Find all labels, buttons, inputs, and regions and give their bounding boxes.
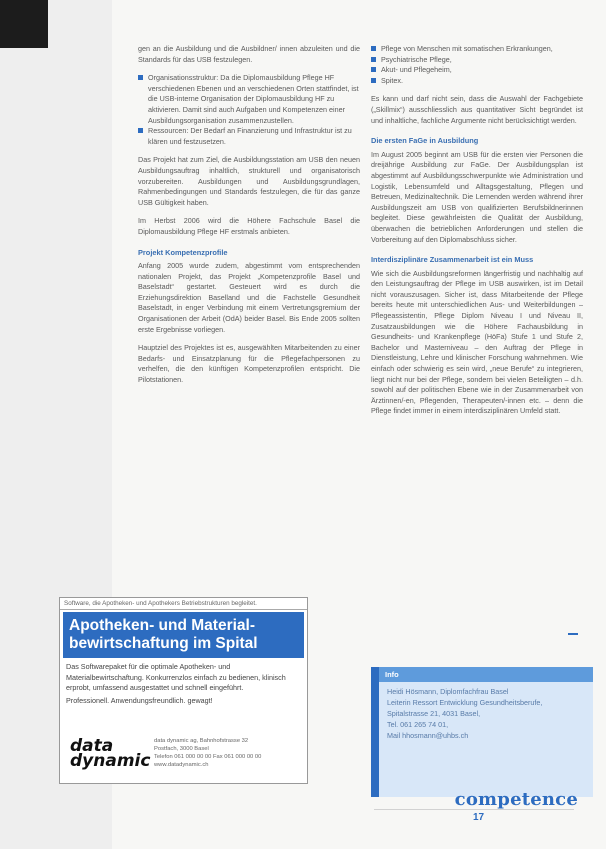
ad-footer [66, 731, 301, 776]
blue-margin-mark [568, 633, 578, 635]
right-bullet-3: Akut- und Pflegeheim, [371, 65, 583, 76]
right-bullet-4: Spitex. [371, 76, 583, 87]
logo-line-1: data [70, 736, 114, 756]
left-paragraph-1: Das Projekt hat zum Ziel, die Ausbildungsstation am USB den neuen Ausbildungsauftrag inhaltlich, strukturell und organisatorisch vorzubereiten. Ausbildungen und Ausbildungsgrundlagen, Rahmenbedingungen und Standards festzulegen, die für das ganze USB Gültigkeit haben. [138, 155, 360, 207]
ad-tagline: Professionell. Anwendungsfreundlich. gewagt! [66, 695, 213, 705]
advertisement-box [59, 597, 308, 784]
ad-address [154, 737, 261, 769]
right-bullets [371, 44, 583, 86]
right-heading-1: Die ersten FaGe in Ausbildung [371, 136, 479, 146]
right-bullet-1: Pflege von Menschen mit somatischen Erkrankungen, [371, 44, 583, 55]
right-heading-2: Interdisziplinäre Zusammenarbeit ist ein Muss [371, 255, 534, 265]
left-paragraph-4: Hauptziel des Projektes ist es, ausgewählten Mitarbeitenden zu einer Bedarfs- und Einsatzplanung für die Pflegefachpersonen zu verhelfen, die den künftigen Kompetenzprofilen entspricht. Die Pilotstationen. [138, 343, 360, 385]
left-bullets [138, 73, 360, 147]
info-text [379, 682, 593, 745]
right-paragraph-3: Wie sich die Ausbildungsreformen längerfristig und nachhaltig auf den Leistungsauftrag der Pflege im USB auswirken, ist im Detail nicht vorauszusagen. Sicher ist, dass Mitarbeitende der Pflege bereits heute mit unterschiedlichen Aus- und Weiterbildungen – Pflegeassistentin, Pflege Diplom Niveau I und Niveau II, Zusatzausbildungen wie die Höhere Fachausbildung in Gesundheits- und Krankenpflege (HöFa) Stufe 1 und Stufe 2, Bachelor und Masterniveau – den Auftrag der Pflege in Dienstleistung, Lehre und klinischer Forschung wahrnehmen. Wie einfach oder schwierig es sein wird, „neue Berufe“ zu integrieren, liegt nicht nur bei der Pflege, sondern bei vielen Beteiligten – d.h. sowohl auf der politischen Ebene wie in der Zusammenarbeit von Ärztinnen/-en, Pflegenden, Therapeuten/-innen etc. – denn die Pflege findet immer in einem interdisziplinären Umfeld statt. [371, 268, 583, 416]
right-bullet-2: Psychiatrische Pflege, [371, 55, 583, 66]
right-paragraph-2: Im August 2005 beginnt am USB für die ersten vier Personen die dreijährige Ausbildung zur FaGe. Der Ausbildungsplan ist abgestimmt auf Ausbildungsschwerpunkte wie Administration und Logistik, Lebensumfeld und Alltagsgestaltung, Pflegen und Betreuen, Medizinaltechnik. Die Lernenden werden während ihrer Ausbildungszeit am USB von qualifizierten Berufsbildnerinnen begleitet. Diese gewährleisten die Qualität der Ausbildung, überwachen die betrieblichen Anforderungen und stellen die Vorbereitung auf den Diplomabschluss sicher. [371, 149, 583, 244]
ad-headline-line-1: Apotheken- und Material- [69, 617, 256, 634]
info-title: Info [379, 667, 593, 682]
ad-top-line: Software, die Apotheken- und Apothekers Betriebstrukturen begleitet. [60, 598, 307, 610]
right-paragraph-1: Es kann und darf nicht sein, dass die Auswahl der Fachgebiete („Skillmix“) ausschliesslich aus quantitativer Sicht begründet ist und inhaltliche, fachliche Argumente nicht berücksichtigt werden. [371, 94, 583, 125]
data-dynamic-logo [70, 736, 151, 771]
left-paragraph-3: Anfang 2005 wurde zudem, abgestimmt vom entsprechenden nationalen Projekt, das Projekt „Kompetenzprofile Basel und Baselstadt“ gestartet. Gesteuert wird es durch die Erziehungsdirektion Baselland und die Fachstelle Gesundheit Baselstadt, in enger Verbindung mit einem Vertretungsgremium der Organisationen der Arbeit (OdA) beider Basel. Bis Ende 2005 sollten erste Ergebnisse vorliegen. [138, 261, 360, 334]
ad-address-line-4: www.datadynamic.ch [154, 762, 209, 768]
left-bullet-2: Ressourcen: Der Bedarf an Finanzierung und Infrastruktur ist zu klären und festzusetzen. [138, 126, 360, 147]
ad-description: Das Softwarepaket für die optimale Apotheken- und Materialbewirtschaftung. Konkurrenzlos einfach zu bedienen, klinisch erprobt, umfassend ausgestattet und schnell eingeführt. [66, 662, 286, 692]
left-heading: Projekt Kompetenzprofile [138, 247, 228, 257]
left-intro: gen an die Ausbildung und die Ausbildner/ innen abzuleiten und die Standards für das USB festzulegen. [138, 44, 360, 64]
ad-address-line-3: Telefon 061 000 00 00 Fax 061 000 00 00 [154, 754, 262, 760]
left-text-column [138, 44, 360, 394]
page-number: 17 [473, 812, 485, 823]
info-line-3: Tel. 061 265 74 01, [387, 720, 449, 729]
ad-body [60, 660, 307, 708]
ad-headline-line-2: bewirtschaftung im Spital [69, 635, 258, 652]
left-paragraph-2: Im Herbst 2006 wird die Höhere Fachschule Basel die Diplomausbildung Pflege HF erstmals anbieten. [138, 216, 360, 236]
ad-address-line-1: data dynamic ag, Bahnhofstrasse 32 [154, 738, 249, 744]
logo-line-2: dynamic [70, 751, 151, 771]
ad-address-line-2: Postfach, 3000 Basel [154, 746, 209, 752]
info-line-2: Leiterin Ressort Entwicklung Gesundheitsberufe, Spitalstrasse 21, 4031 Basel, [387, 698, 543, 718]
info-box [371, 667, 593, 797]
corner-mark [0, 0, 48, 48]
info-line-4: Mail hhosmann@uhbs.ch [387, 731, 469, 740]
right-text-column [371, 44, 583, 425]
left-bullet-1: Organisationsstruktur: Da die Diplomausbildung Pflege HF verschiedenen Ebenen und an verschiedenen Orten stattfindet, ist die USB-interne Organisation der Diplomausbildung HF zu aktivieren. Damit sind auch Aufgaben und Kompetenzen einer Ausbildungsorganisation zusammenzustellen. [138, 73, 360, 126]
info-line-1: Heidi Hösmann, Diplomfachfrau Basel [387, 687, 509, 696]
competence-logo: competence [454, 789, 578, 810]
footer-brand [454, 787, 578, 821]
ad-headline [63, 612, 304, 658]
